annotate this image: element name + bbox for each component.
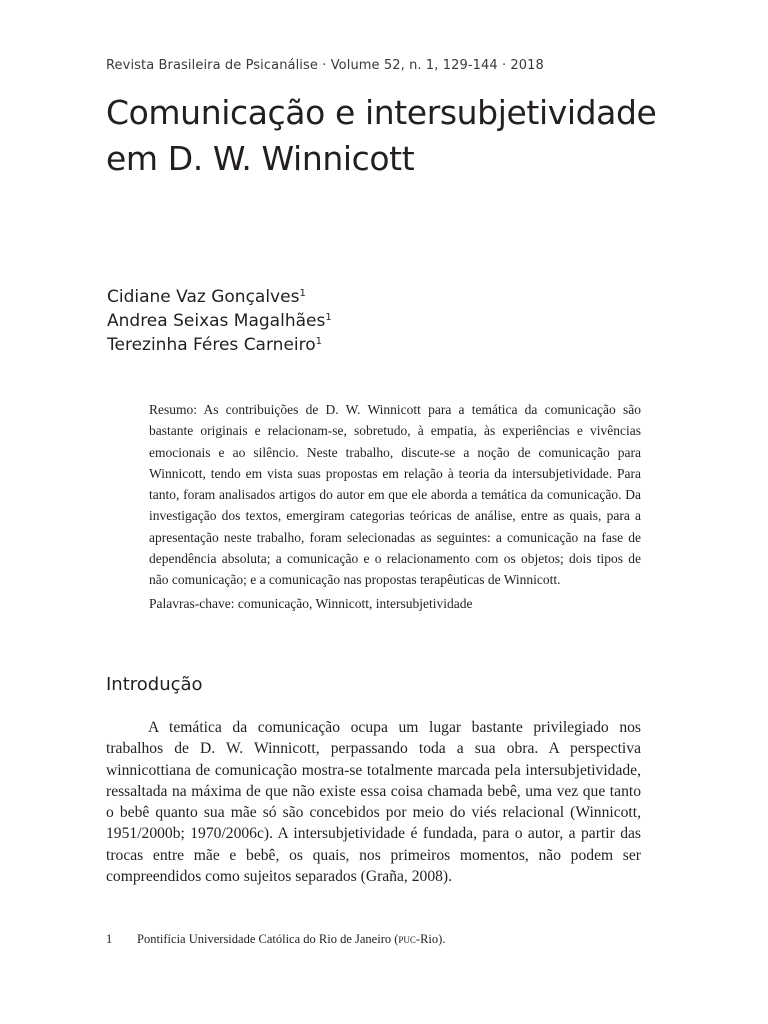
author-name: Andrea Seixas Magalhães bbox=[107, 311, 326, 331]
article-title-line-2: em D. W. Winnicott bbox=[106, 139, 415, 178]
section-heading-introduction: Introdução bbox=[106, 674, 203, 695]
author-footnote-marker: 1 bbox=[299, 288, 306, 299]
author-name: Cidiane Vaz Gonçalves bbox=[107, 287, 300, 307]
footnote-number: 1 bbox=[106, 932, 113, 946]
footnote bbox=[106, 932, 445, 947]
article-title bbox=[106, 90, 706, 182]
abstract bbox=[149, 399, 641, 614]
author-list bbox=[107, 285, 332, 357]
keywords: Palavras-chave: comunicação, Winnicott, intersubjetividade bbox=[149, 595, 473, 611]
abstract-text: Resumo: As contribuições de D. W. Winnicott para a temática da comunicação são bastante originais e relacionam-se, sobretudo, à empatia, às experiências e vivências emocionais e ao silêncio. Neste trabalho, discute-se a noção de comunicação para Winnicott, tendo em vista suas propostas em relação à teoria da intersubjetividade. Para tanto, foram analisados artigos do autor em que ele aborda a temática da comunicação. Da investigação dos textos, emergiram categorias teóricas de análise, entre as quais, para a apresentação neste trabalho, foram selecionadas as seguintes: a comunicação na fase de dependência absoluta; a comunicação e o relacionamento com os objetos; dois tipos de não comunicação; e a comunicação nas propostas terapêuticas de Winnicott. bbox=[149, 402, 641, 588]
journal-header: Revista Brasileira de Psicanálise · Volume 52, n. 1, 129-144 · 2018 bbox=[106, 58, 544, 73]
author-name: Terezinha Féres Carneiro bbox=[107, 335, 316, 355]
author bbox=[107, 309, 332, 333]
article-title-line-1: Comunicação e intersubjetividade bbox=[106, 93, 657, 132]
footnote-text-before: Pontifícia Universidade Católica do Rio de Janeiro ( bbox=[137, 932, 399, 946]
author-footnote-marker: 1 bbox=[325, 312, 332, 323]
author bbox=[107, 333, 332, 357]
author bbox=[107, 285, 332, 309]
body-paragraph: A temática da comunicação ocupa um lugar bastante privilegiado nos trabalhos de D. W. Winnicott, perpassando toda a sua obra. A perspectiva winnicottiana de comunicação mostra-se totalmente marcada pela intersubjetividade, ressaltada na máxima de que não existe essa coisa chamada bebê, uma vez que tanto o bebê quanto sua mãe só são concebidos por meio do viés relacional (Winnicott, 1951/2000b; 1970/2006c). A intersubjetividade é fundada, para o autor, a partir das trocas entre mãe e bebê, os quais, nos primeiros momentos, não podem ser compreendidos como sujeitos separados (Graña, 2008). bbox=[106, 719, 641, 886]
author-footnote-marker: 1 bbox=[315, 336, 323, 347]
footnote-text-after: -Rio). bbox=[415, 932, 446, 946]
footnote-acronym: puc bbox=[398, 932, 416, 946]
